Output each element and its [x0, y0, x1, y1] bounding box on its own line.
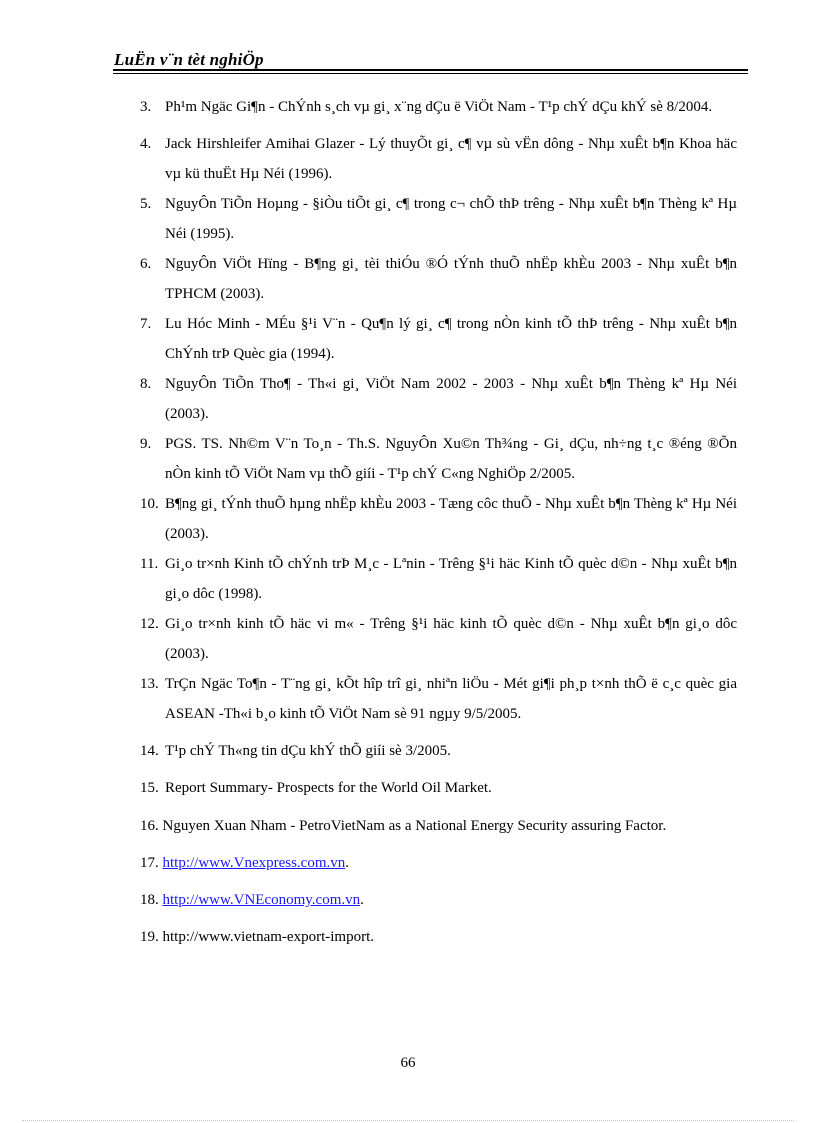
reference-text: Nguyen Xuan Nham - PetroVietNam as a National Energy Security assuring Factor. [162, 818, 667, 834]
page-bottom-divider [22, 1120, 794, 1121]
reference-item: 15. Report Summary- Prospects for the World Oil Market. [140, 780, 492, 796]
reference-item: 9. PGS. TS. Nh©m V¨n To¸n - Th.S. NguyÔn Xu©n Th¾ng - Gi¸ dÇu, nh÷ng t¸c ®éng ®Õn nÒn kinh tÕ ViÖt Nam vµ thÕ giíi - T¹p chÝ C«ng NghiÖp 2/2005. [140, 436, 737, 482]
reference-item: 18. http://www.VNEconomy.com.vn. [140, 892, 364, 908]
reference-item: 3. Ph¹m Ngäc Gi¶n - ChÝnh s¸ch vµ gi¸ x¨ng dÇu ë ViÖt Nam - T¹p chÝ dÇu khÝ sè 8/2004. [140, 99, 713, 115]
page-number: 66 [400, 1055, 416, 1071]
reference-item: 12. Gi¸o tr×nh kinh tÕ häc vi m« - Trêng §¹i häc kinh tÕ quèc d©n - Nhµ xuÊt b¶n gi¸o dôc (2003). [140, 616, 737, 662]
reference-item: 16. Nguyen Xuan Nham - PetroVietNam as a National Energy Security assuring Factor. [140, 818, 667, 834]
header-rule-thick [113, 69, 748, 71]
reference-text: Lu Hóc Minh - MÉu §¹i V¨n - Qu¶n lý gi¸ c¶ trong nÒn kinh tÕ thÞ trêng - Nhµ xuÊt b¶n ChÝnh trÞ Quèc gia (1994). [165, 316, 737, 362]
reference-item: 4. Jack Hirshleifer Amihai Glazer - Lý thuyÕt gi¸ c¶ vµ sù vËn dông - Nhµ xuÊt b¶n Khoa häc vµ kü thuËt Hµ Néi (1996). [140, 136, 737, 182]
reference-item: 8. NguyÔn TiÕn Tho¶ - Th«i gi¸ ViÖt Nam 2002 - 2003 - Nhµ xuÊt b¶n Thèng kª Hµ Néi (2003). [140, 376, 737, 422]
reference-text: TrÇn Ngäc To¶n - T¨ng gi¸ kÕt hîp trî gi¸ nhiªn liÖu - Mét gi¶i ph¸p t×nh thÕ ë c¸c quèc gia ASEAN -Th«i b¸o kinh tÕ ViÖt Nam sè 91 ngµy 9/5/2005. [165, 676, 737, 722]
reference-text: NguyÔn ViÖt Hïng - B¶ng gi¸ tèi thiÓu ®Ó tÝnh thuÕ nhËp khÈu 2003 - Nhµ xuÊt b¶n TPHCM (2003). [165, 256, 737, 302]
reference-link[interactable]: http://www.VNEconomy.com.vn [162, 892, 361, 908]
reference-item: 10. B¶ng gi¸ tÝnh thuÕ hµng nhËp khÈu 2003 - Tæng côc thuÕ - Nhµ xuÊt b¶n Thèng kª Hµ Néi (2003). [140, 496, 737, 542]
reference-item: 6. NguyÔn ViÖt Hïng - B¶ng gi¸ tèi thiÓu ®Ó tÝnh thuÕ nhËp khÈu 2003 - Nhµ xuÊt b¶n TPHCM (2003). [140, 256, 737, 302]
reference-text: Ph¹m Ngäc Gi¶n - ChÝnh s¸ch vµ gi¸ x¨ng dÇu ë ViÖt Nam - T¹p chÝ dÇu khÝ sè 8/2004. [165, 99, 713, 115]
reference-item: 13. TrÇn Ngäc To¶n - T¨ng gi¸ kÕt hîp trî gi¸ nhiªn liÖu - Mét gi¶i ph¸p t×nh thÕ ë c¸c quèc gia ASEAN -Th«i b¸o kinh tÕ ViÖt Nam sè 91 ngµy 9/5/2005. [140, 676, 737, 722]
reference-link[interactable]: http://www.Vnexpress.com.vn [162, 855, 346, 871]
reference-item: 19. http://www.vietnam-export-import. [140, 929, 374, 945]
reference-item: 5. NguyÔn TiÕn Hoµng - §iÒu tiÕt gi¸ c¶ trong c¬ chÕ thÞ trêng - Nhµ xuÊt b¶n Thèng kª Hµ Néi (1995). [140, 196, 737, 242]
reference-item: 11. Gi¸o tr×nh Kinh tÕ chÝnh trÞ M¸c - Lªnin - Trêng §¹i häc Kinh tÕ quèc d©n - Nhµ xuÊt b¶n gi¸o dôc (1998). [140, 556, 737, 602]
reference-item: 17. http://www.Vnexpress.com.vn. [140, 855, 350, 871]
reference-text: Gi¸o tr×nh Kinh tÕ chÝnh trÞ M¸c - Lªnin - Trêng §¹i häc Kinh tÕ quèc d©n - Nhµ xuÊt b¶n gi¸o dôc (1998). [165, 556, 737, 602]
reference-list [140, 92, 737, 952]
header-title: LuËn v¨n tèt nghiÖp [114, 50, 264, 69]
reference-item: 7. Lu Hóc Minh - MÉu §¹i V¨n - Qu¶n lý gi¸ c¶ trong nÒn kinh tÕ thÞ trêng - Nhµ xuÊt b¶n ChÝnh trÞ Quèc gia (1994). [140, 316, 737, 362]
reference-text: Jack Hirshleifer Amihai Glazer - Lý thuyÕt gi¸ c¶ vµ sù vËn dông - Nhµ xuÊt b¶n Khoa häc vµ kü thuËt Hµ Néi (1996). [165, 136, 737, 182]
header-rule-thin [113, 73, 748, 74]
reference-text: http://www.vietnam-export-import. [162, 929, 374, 945]
reference-text: NguyÔn TiÕn Tho¶ - Th«i gi¸ ViÖt Nam 2002 - 2003 - Nhµ xuÊt b¶n Thèng kª Hµ Néi (2003). [165, 376, 737, 422]
reference-text: Report Summary- Prospects for the World Oil Market. [165, 780, 492, 796]
reference-text: T¹p chÝ Th«ng tin dÇu khÝ thÕ giíi sè 3/2005. [165, 743, 451, 759]
reference-text: B¶ng gi¸ tÝnh thuÕ hµng nhËp khÈu 2003 - Tæng côc thuÕ - Nhµ xuÊt b¶n Thèng kª Hµ Néi (2003). [165, 496, 737, 542]
reference-text: PGS. TS. Nh©m V¨n To¸n - Th.S. NguyÔn Xu©n Th¾ng - Gi¸ dÇu, nh÷ng t¸c ®éng ®Õn nÒn kinh tÕ ViÖt Nam vµ thÕ giíi - T¹p chÝ C«ng NghiÖp 2/2005. [165, 436, 737, 482]
reference-item: 14. T¹p chÝ Th«ng tin dÇu khÝ thÕ giíi sè 3/2005. [140, 743, 451, 759]
reference-text: NguyÔn TiÕn Hoµng - §iÒu tiÕt gi¸ c¶ trong c¬ chÕ thÞ trêng - Nhµ xuÊt b¶n Thèng kª Hµ Néi (1995). [165, 196, 737, 242]
reference-text: Gi¸o tr×nh kinh tÕ häc vi m« - Trêng §¹i häc kinh tÕ quèc d©n - Nhµ xuÊt b¶n gi¸o dôc (2003). [165, 616, 737, 662]
